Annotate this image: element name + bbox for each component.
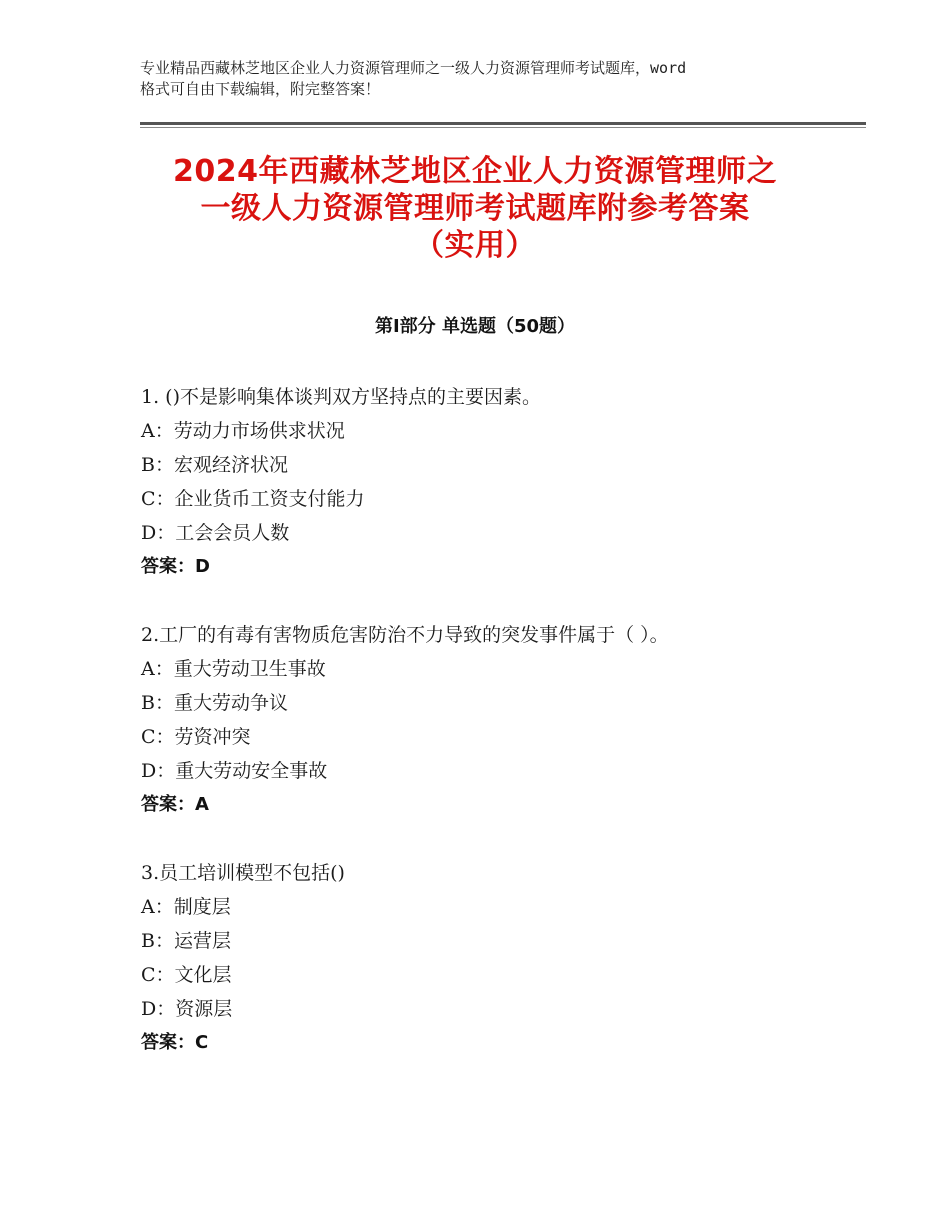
header-note-line-2: 格式可自由下载编辑，附完整答案！: [140, 80, 381, 98]
question-answer: 答案：D: [141, 556, 210, 577]
question-stem: 2.工厂的有毒有害物质危害防治不力导致的突发事件属于（ ）。: [141, 624, 669, 646]
question-option-c: C：企业货币工资支付能力: [141, 488, 365, 510]
question-stem: 1. ()不是影响集体谈判双方坚持点的主要因素。: [141, 386, 541, 408]
question-option-d: D：重大劳动安全事故: [141, 760, 328, 782]
section-heading: 第Ⅰ部分 单选题（50题）: [374, 316, 575, 337]
question-option-d: D：工会会员人数: [141, 522, 290, 544]
header-note: [140, 58, 830, 100]
question-answer: 答案：A: [141, 794, 209, 815]
question-option-c: C：劳资冲突: [141, 726, 251, 748]
document-title-line-2: 一级人力资源管理师考试题库附参考答案: [200, 191, 750, 226]
question-item: [141, 380, 861, 584]
question-item: [141, 856, 861, 1060]
document-title: [100, 153, 850, 264]
question-answer: 答案：C: [141, 1032, 209, 1053]
question-option-b: B：重大劳动争议: [141, 692, 288, 714]
question-option-a: A：制度层: [141, 896, 231, 918]
question-option-b: B：运营层: [141, 930, 231, 952]
question-option-a: A：劳动力市场供求状况: [141, 420, 345, 442]
header-divider-thin: [140, 127, 866, 128]
header-divider-thick: [140, 122, 866, 125]
question-option-c: C：文化层: [141, 964, 232, 986]
header-note-line-1: 专业精品西藏林芝地区企业人力资源管理师之一级人力资源管理师考试题库，word: [140, 59, 687, 77]
question-item: [141, 618, 861, 822]
question-stem: 3.员工培训模型不包括(): [141, 862, 345, 884]
question-option-a: A：重大劳动卫生事故: [141, 658, 326, 680]
question-list: [141, 380, 861, 1094]
document-title-line-3: （实用）: [414, 228, 536, 263]
question-option-b: B：宏观经济状况: [141, 454, 288, 476]
question-option-d: D：资源层: [141, 998, 233, 1020]
document-title-line-1: 2024年西藏林芝地区企业人力资源管理师之: [173, 154, 777, 189]
